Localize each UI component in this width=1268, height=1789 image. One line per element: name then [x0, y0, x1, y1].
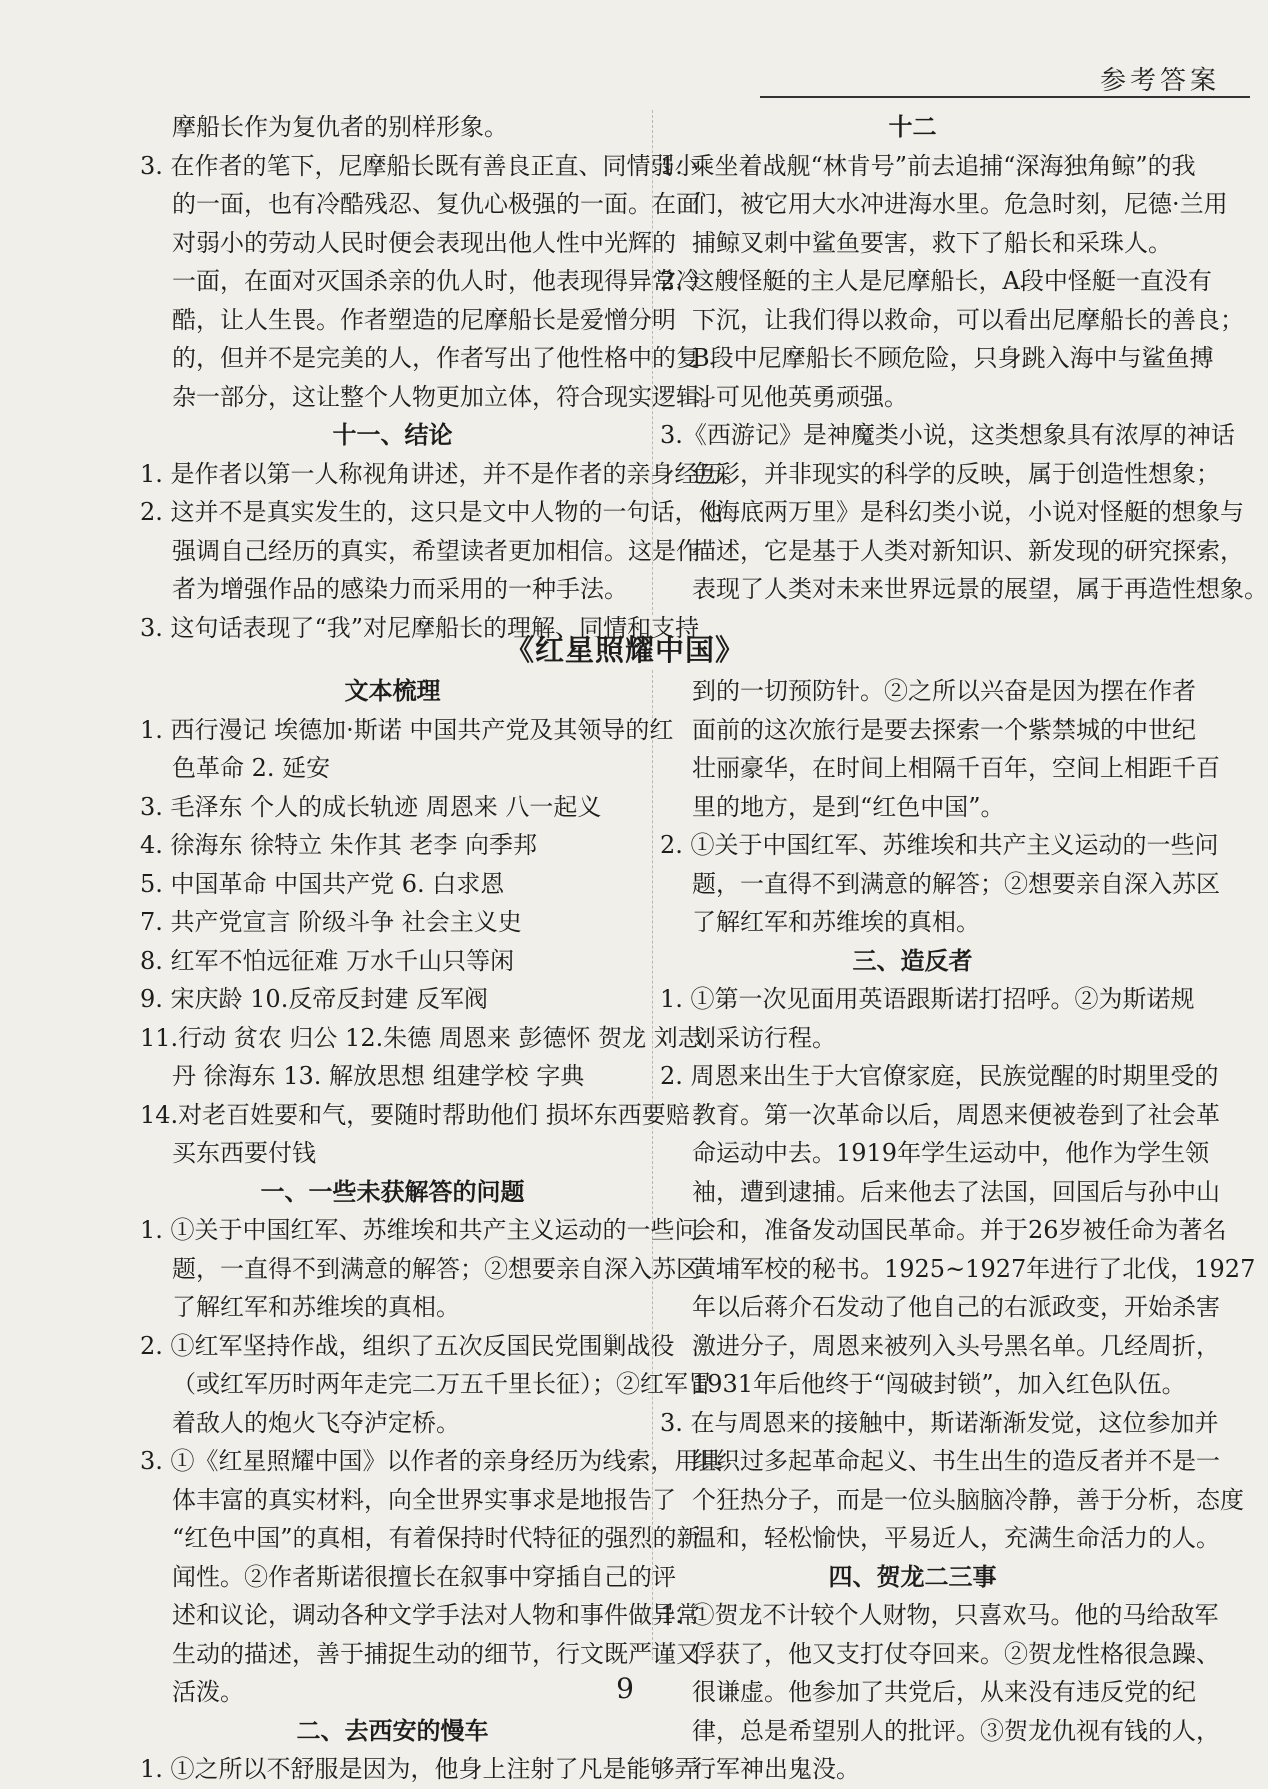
- text-line: 强调自己经历的真实，希望读者更加相信。这是作: [172, 536, 700, 565]
- text-line: 到的一切预防针。②之所以兴奋是因为摆在作者: [692, 677, 1196, 705]
- section-heading-twelve: 十二: [888, 112, 937, 141]
- bottom-right-column: [660, 672, 1256, 1789]
- text-line: “红色中国”的真相，有着保持时代特征的强烈的新: [172, 1524, 701, 1552]
- text-line: 袖，遭到逮捕。后来他去了法国，回国后与孙中山: [692, 1177, 1220, 1206]
- text-line: 面前的这次旅行是要去探索一个紫禁城的中世纪: [692, 715, 1196, 744]
- text-line: 1931年后他终于“闯破封锁”，加入红色队伍。: [692, 1370, 1186, 1398]
- text-line: 3. 在与周恩来的接触中，斯诺渐渐发觉，这位参加并: [660, 1408, 1219, 1437]
- text-line: 2. 这并不是真实发生的，这只是文中人物的一句话，他: [140, 498, 723, 526]
- text-line: 了解红军和苏维埃的真相。: [172, 1293, 460, 1321]
- text-line: 色革命 2. 延安: [172, 754, 331, 782]
- text-line: 2. ①关于中国红军、苏维埃和共产主义运动的一些问: [660, 831, 1219, 859]
- text-line: 者为增强作品的感染力而采用的一种手法。: [172, 575, 628, 603]
- text-line: 9. 宋庆龄 10.反帝反封建 反军阀: [140, 985, 488, 1013]
- text-line: 4. 徐海东 徐特立 朱作其 老李 向季邦: [140, 831, 538, 859]
- text-line: 1. ①关于中国红军、苏维埃和共产主义运动的一些问: [140, 1216, 699, 1244]
- text-line: 壮丽豪华，在时间上相隔千百年，空间上相距千百: [692, 754, 1220, 782]
- page-number: 9: [616, 1672, 634, 1705]
- text-line: 2. 周恩来出生于大官僚家庭，民族觉醒的时期里受的: [660, 1062, 1219, 1090]
- text-line: 色彩，并非现实的科学的反映，属于创造性想象；: [692, 459, 1220, 488]
- text-line: 1. ①贺龙不计较个人财物，只喜欢马。他的马给敌军: [660, 1601, 1219, 1629]
- text-line: 3.《西游记》是神魔类小说，这类想象具有浓厚的神话: [660, 421, 1235, 449]
- text-line: 活泼。: [172, 1678, 244, 1706]
- text-line: 组织过多起革命起义、书生出生的造反者并不是一: [692, 1447, 1220, 1475]
- section-heading-unanswered-questions: 一、一些未获解答的问题: [260, 1176, 525, 1206]
- text-line: 3. 在作者的笔下，尼摩船长既有善良正直、同情弱小: [140, 151, 699, 180]
- text-line: 11.行动 贫农 归公 12.朱德 周恩来 彭德怀 贺龙 刘志: [140, 1023, 702, 1052]
- text-line: 斗可见他英勇顽强。: [692, 382, 908, 411]
- text-line: 会和，准备发动国民革命。并于26岁被任命为著名: [692, 1216, 1227, 1244]
- text-line: 了解红军和苏维埃的真相。: [692, 908, 980, 936]
- text-line: 3. 毛泽东 个人的成长轨迹 周恩来 八一起义: [140, 792, 602, 821]
- text-line: 14.对老百姓要和气，要随时帮助他们 损坏东西要赔: [140, 1100, 690, 1129]
- text-line: 3. 这句话表现了“我”对尼摩船长的理解、同情和支持: [140, 613, 700, 642]
- text-line: 题，一直得不到满意的解答；②想要亲自深入苏区: [172, 1254, 700, 1283]
- top-left-column: [140, 108, 747, 647]
- text-line: 着敌人的炮火飞夺泸定桥。: [172, 1408, 460, 1437]
- text-line: 7. 共产党宣言 阶级斗争 社会主义史: [140, 908, 522, 936]
- text-line: 生动的描述，善于捕捉生动的细节，行文既严谨又: [172, 1639, 700, 1668]
- text-line: 丹 徐海东 13. 解放思想 组建学校 字典: [172, 1062, 585, 1090]
- text-line: 描述，它是基于人类对新知识、新发现的研究探索，: [692, 536, 1244, 565]
- text-line: 杂一部分，这让整个人物更加立体，符合现实逻辑。: [172, 382, 724, 411]
- text-line: 个狂热分子，而是一位头脑脑冷静，善于分析，态度: [692, 1485, 1244, 1514]
- text-line: 俘获了，他又支打仗夺回来。②贺龙性格很急躁、: [692, 1639, 1220, 1668]
- text-line: 5. 中国革命 中国共产党 6. 白求恩: [140, 869, 505, 898]
- section-heading-he-long: 四、贺龙二三事: [828, 1561, 997, 1591]
- text-line: 题，一直得不到满意的解答；②想要亲自深入苏区: [692, 869, 1220, 898]
- text-line: 3. ①《红星照耀中国》以作者的亲身经历为线索，用具: [140, 1447, 723, 1475]
- text-line: （或红军历时两年走完二万五千里长征）；②红军冒: [172, 1370, 712, 1398]
- text-line: 买东西要付钱: [172, 1139, 316, 1167]
- text-line: 命运动中去。1919年学生运动中，他作为学生领: [692, 1139, 1210, 1167]
- text-line: 捕鲸叉刺中鲨鱼要害，救下了船长和采珠人。: [692, 228, 1172, 257]
- text-line: 体丰富的真实材料，向全世界实事求是地报告了: [172, 1485, 676, 1514]
- text-line: 对弱小的劳动人民时便会表现出他人性中光辉的: [172, 228, 676, 257]
- section-heading-text-outline: 文本梳理: [344, 676, 441, 705]
- text-line: 激进分子，周恩来被列入头号黑名单。几经周折，: [692, 1331, 1220, 1360]
- text-line: 闻性。②作者斯诺很擅长在叙事中穿插自己的评: [172, 1562, 676, 1591]
- text-line: 1. 乘坐着战舰“林肯号”前去追捕“深海独角鲸”的我: [660, 151, 1196, 180]
- bottom-left-column: [140, 672, 723, 1789]
- text-line: 1. ①第一次见面用英语跟斯诺打招呼。②为斯诺规: [660, 985, 1195, 1013]
- text-line: 《海底两万里》是科幻类小说，小说对怪艇的想象与: [692, 498, 1244, 526]
- text-line: 述和议论，调动各种文学手法对人物和事件做异常: [172, 1601, 700, 1629]
- text-line: 划采访行程。: [692, 1023, 836, 1052]
- text-line: 8. 红军不怕远征难 万水千山只等闲: [140, 946, 515, 975]
- section-heading-conclusion: 十一、结论: [332, 420, 453, 449]
- text-line: 1. 是作者以第一人称视角讲述，并不是作者的亲身经历。: [140, 459, 747, 488]
- text-line: 下沉，让我们得以救命，可以看出尼摩船长的善良；: [692, 305, 1244, 334]
- top-right-column: [660, 108, 1268, 609]
- header-label: 参考答案: [1099, 66, 1220, 96]
- section-heading-slow-train: 二、去西安的慢车: [296, 1715, 489, 1745]
- section-heading-rebel: 三、造反者: [852, 945, 973, 975]
- text-line: B段中尼摩船长不顾危险，只身跳入海中与鲨鱼搏: [692, 344, 1214, 372]
- text-line: 一面，在面对灭国杀亲的仇人时，他表现得异常冷: [172, 267, 700, 295]
- text-line: 们，被它用大水冲进海水里。危急时刻，尼德·兰用: [692, 190, 1228, 218]
- text-line: 1. 西行漫记 埃德加·斯诺 中国共产党及其领导的红: [140, 715, 674, 744]
- text-line: 2. ①红军坚持作战，组织了五次反国民党围剿战役: [140, 1331, 675, 1360]
- text-line: 里的地方，是到“红色中国”。: [692, 792, 1005, 821]
- text-line: 1. ①之所以不舒服是因为，他身上注射了凡是能够弄: [140, 1755, 699, 1783]
- text-line: 年以后蒋介石发动了他自己的右派政变，开始杀害: [692, 1293, 1220, 1321]
- text-line: 的，但并不是完美的人，作者写出了他性格中的复: [172, 344, 700, 372]
- text-line: 表现了人类对未来世界远景的展望，属于再造性想象。: [692, 575, 1268, 603]
- text-line: 很谦虚。他参加了共党后，从来没有违反党的纪: [692, 1678, 1196, 1706]
- text-line: 教育。第一次革命以后，周恩来便被卷到了社会革: [692, 1100, 1220, 1129]
- text-line: 2. 这艘怪艇的主人是尼摩船长，A段中怪艇一直没有: [660, 267, 1212, 295]
- text-line: 酷，让人生畏。作者塑造的尼摩船长是爱憎分明: [172, 305, 676, 334]
- text-line: 黄埔军校的秘书。1925~1927年进行了北伐，1927: [692, 1254, 1256, 1283]
- text-line: 行军神出鬼没。: [692, 1755, 860, 1783]
- text-line: 律，总是希望别人的批评。③贺龙仇视有钱的人，: [692, 1716, 1220, 1745]
- text-line: 的一面，也有冷酷残忍、复仇心极强的一面。在面: [172, 190, 700, 218]
- text-line: 摩船长作为复仇者的别样形象。: [172, 113, 508, 141]
- text-line: 温和，轻松愉快，平易近人，充满生命活力的人。: [692, 1524, 1220, 1552]
- book-title: 《红星照耀中国》: [504, 633, 745, 667]
